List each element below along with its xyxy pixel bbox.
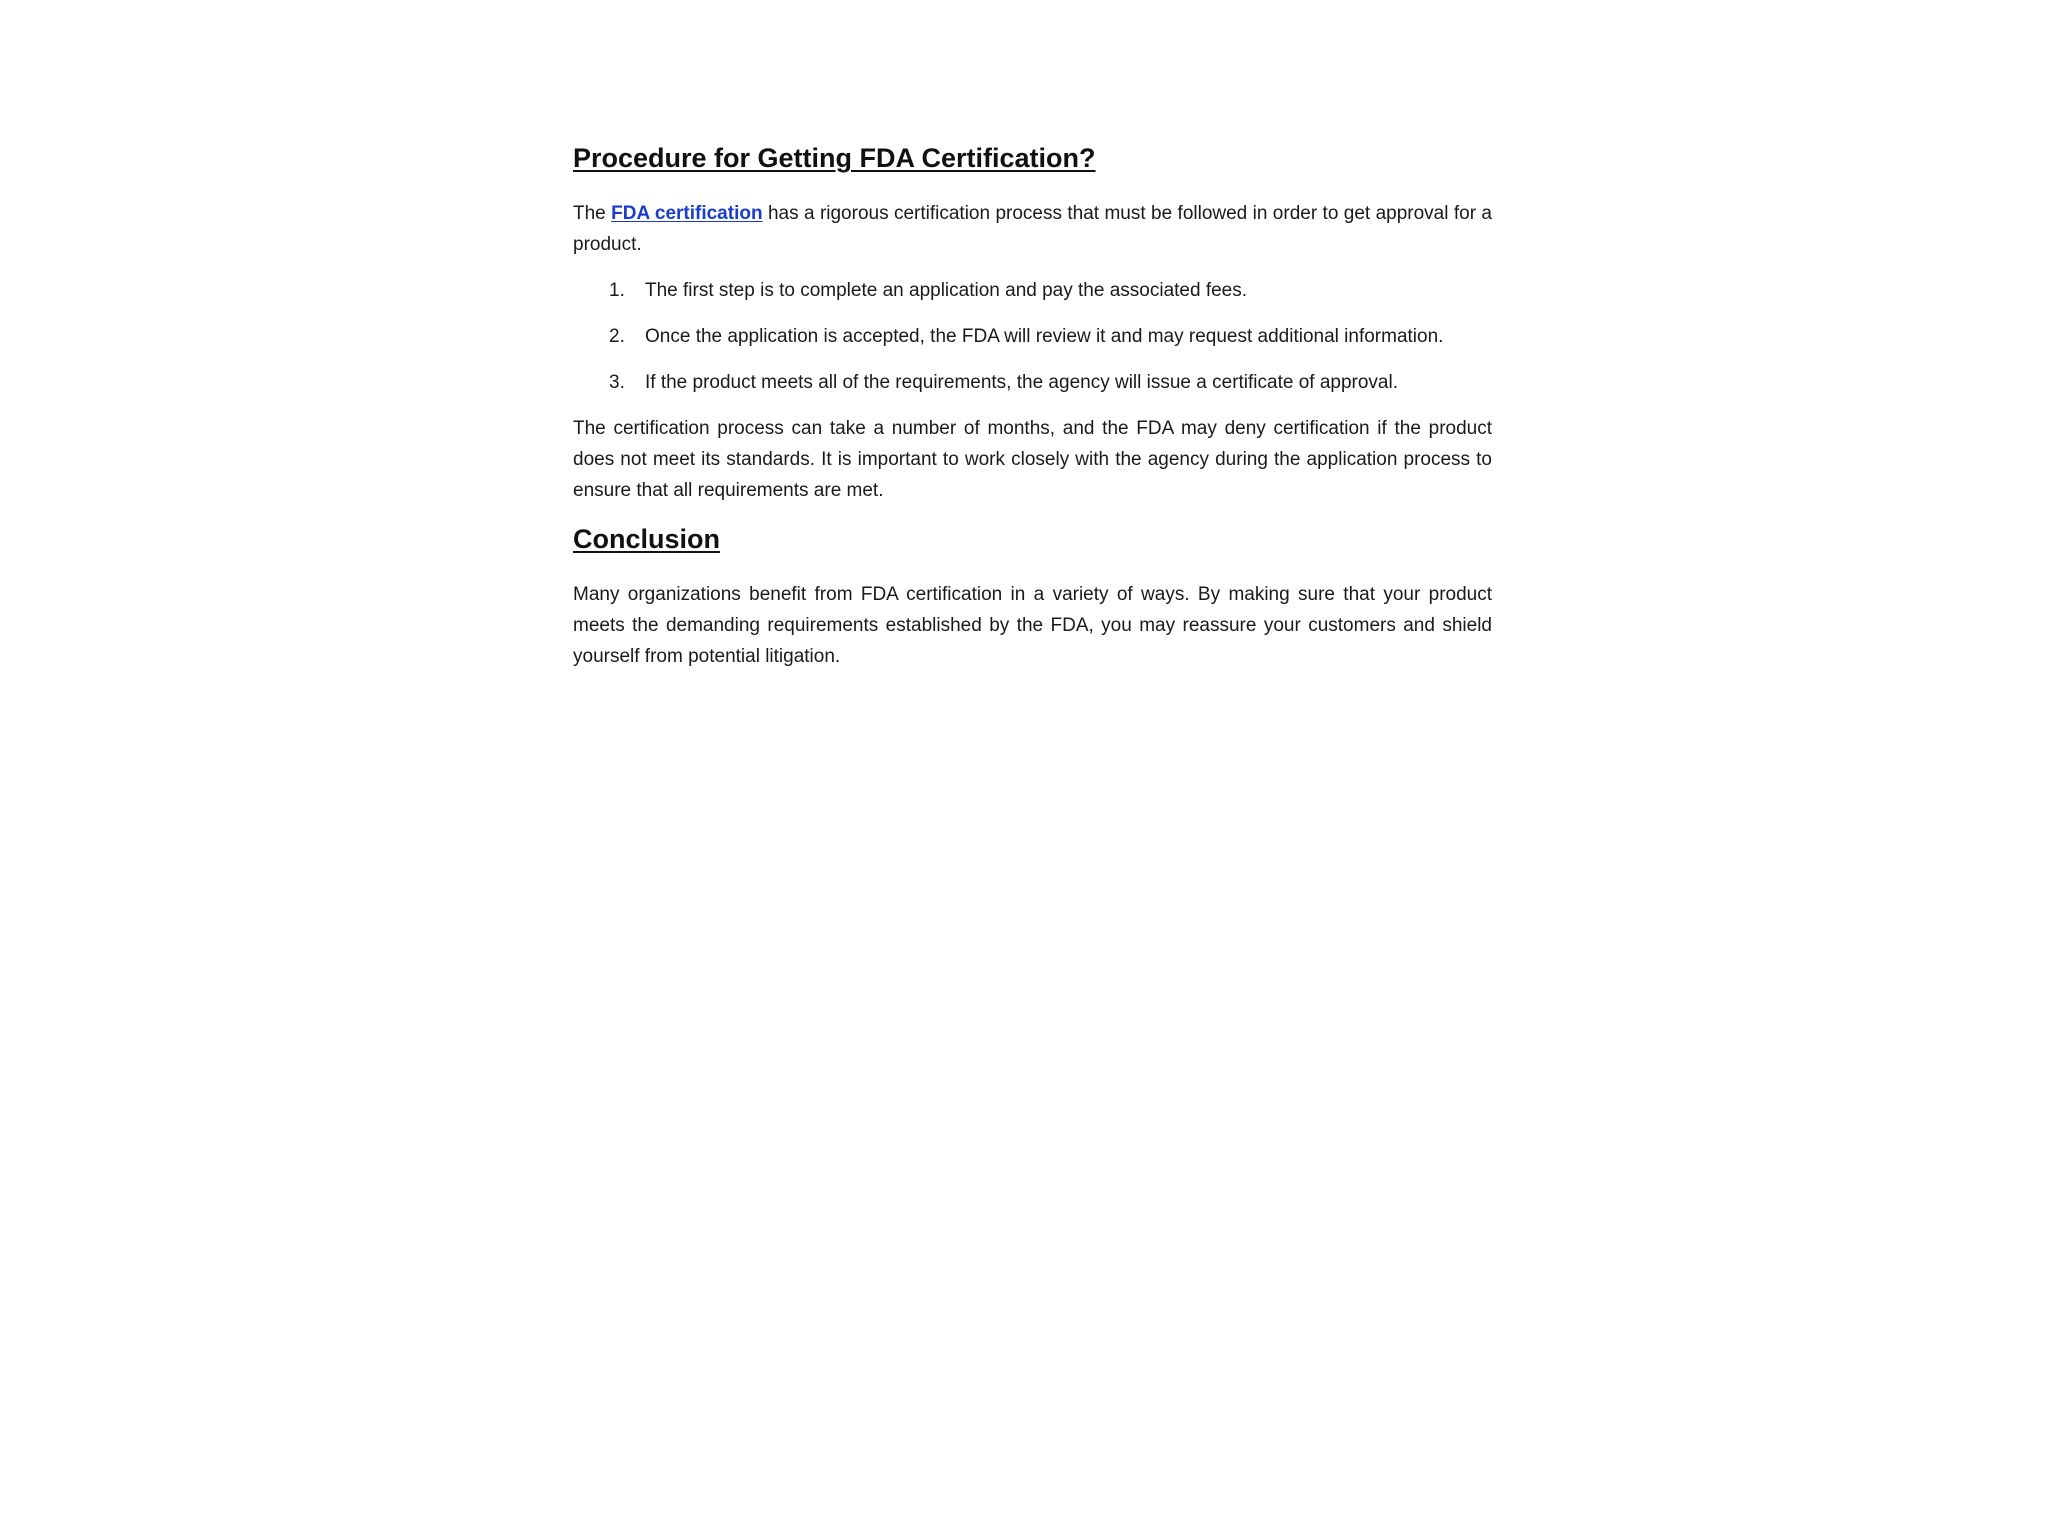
list-item-number: 1.: [609, 280, 625, 301]
list-item-text: If the product meets all of the requirements, the agency will issue a certificate of approval.: [645, 372, 1398, 393]
steps-list: [573, 275, 1492, 398]
list-item: [573, 275, 1492, 306]
conclusion-paragraph: Many organizations benefit from FDA certification in a variety of ways. By making sure that your product meets the demanding requirements established by the FDA, you may reassure your customers and shield yourself from potential litigation.: [573, 584, 1492, 667]
section-heading-procedure: Procedure for Getting FDA Certification?: [573, 143, 1096, 173]
closing-paragraph: The certification process can take a number of months, and the FDA may deny certification if the product does not meet its standards. It is important to work closely with the agency during the application process to ensure that all requirements are met.: [573, 418, 1492, 501]
document-page: [573, 140, 1492, 687]
intro-paragraph: [573, 198, 1492, 260]
list-item-text: Once the application is accepted, the FDA will review it and may request additional information.: [645, 326, 1444, 347]
list-item-text: The first step is to complete an application and pay the associated fees.: [645, 280, 1248, 301]
section-heading-conclusion: Conclusion: [573, 524, 720, 554]
intro-text-before-link: The: [573, 203, 612, 224]
fda-certification-link[interactable]: FDA certification: [611, 203, 763, 224]
list-item-number: 2.: [609, 326, 625, 347]
list-item: [573, 321, 1492, 352]
list-item: [573, 367, 1492, 398]
intro-text-after-link: has a rigorous certification process that must be followed in order to get approval for a product.: [573, 203, 1492, 255]
list-item-number: 3.: [609, 372, 625, 393]
